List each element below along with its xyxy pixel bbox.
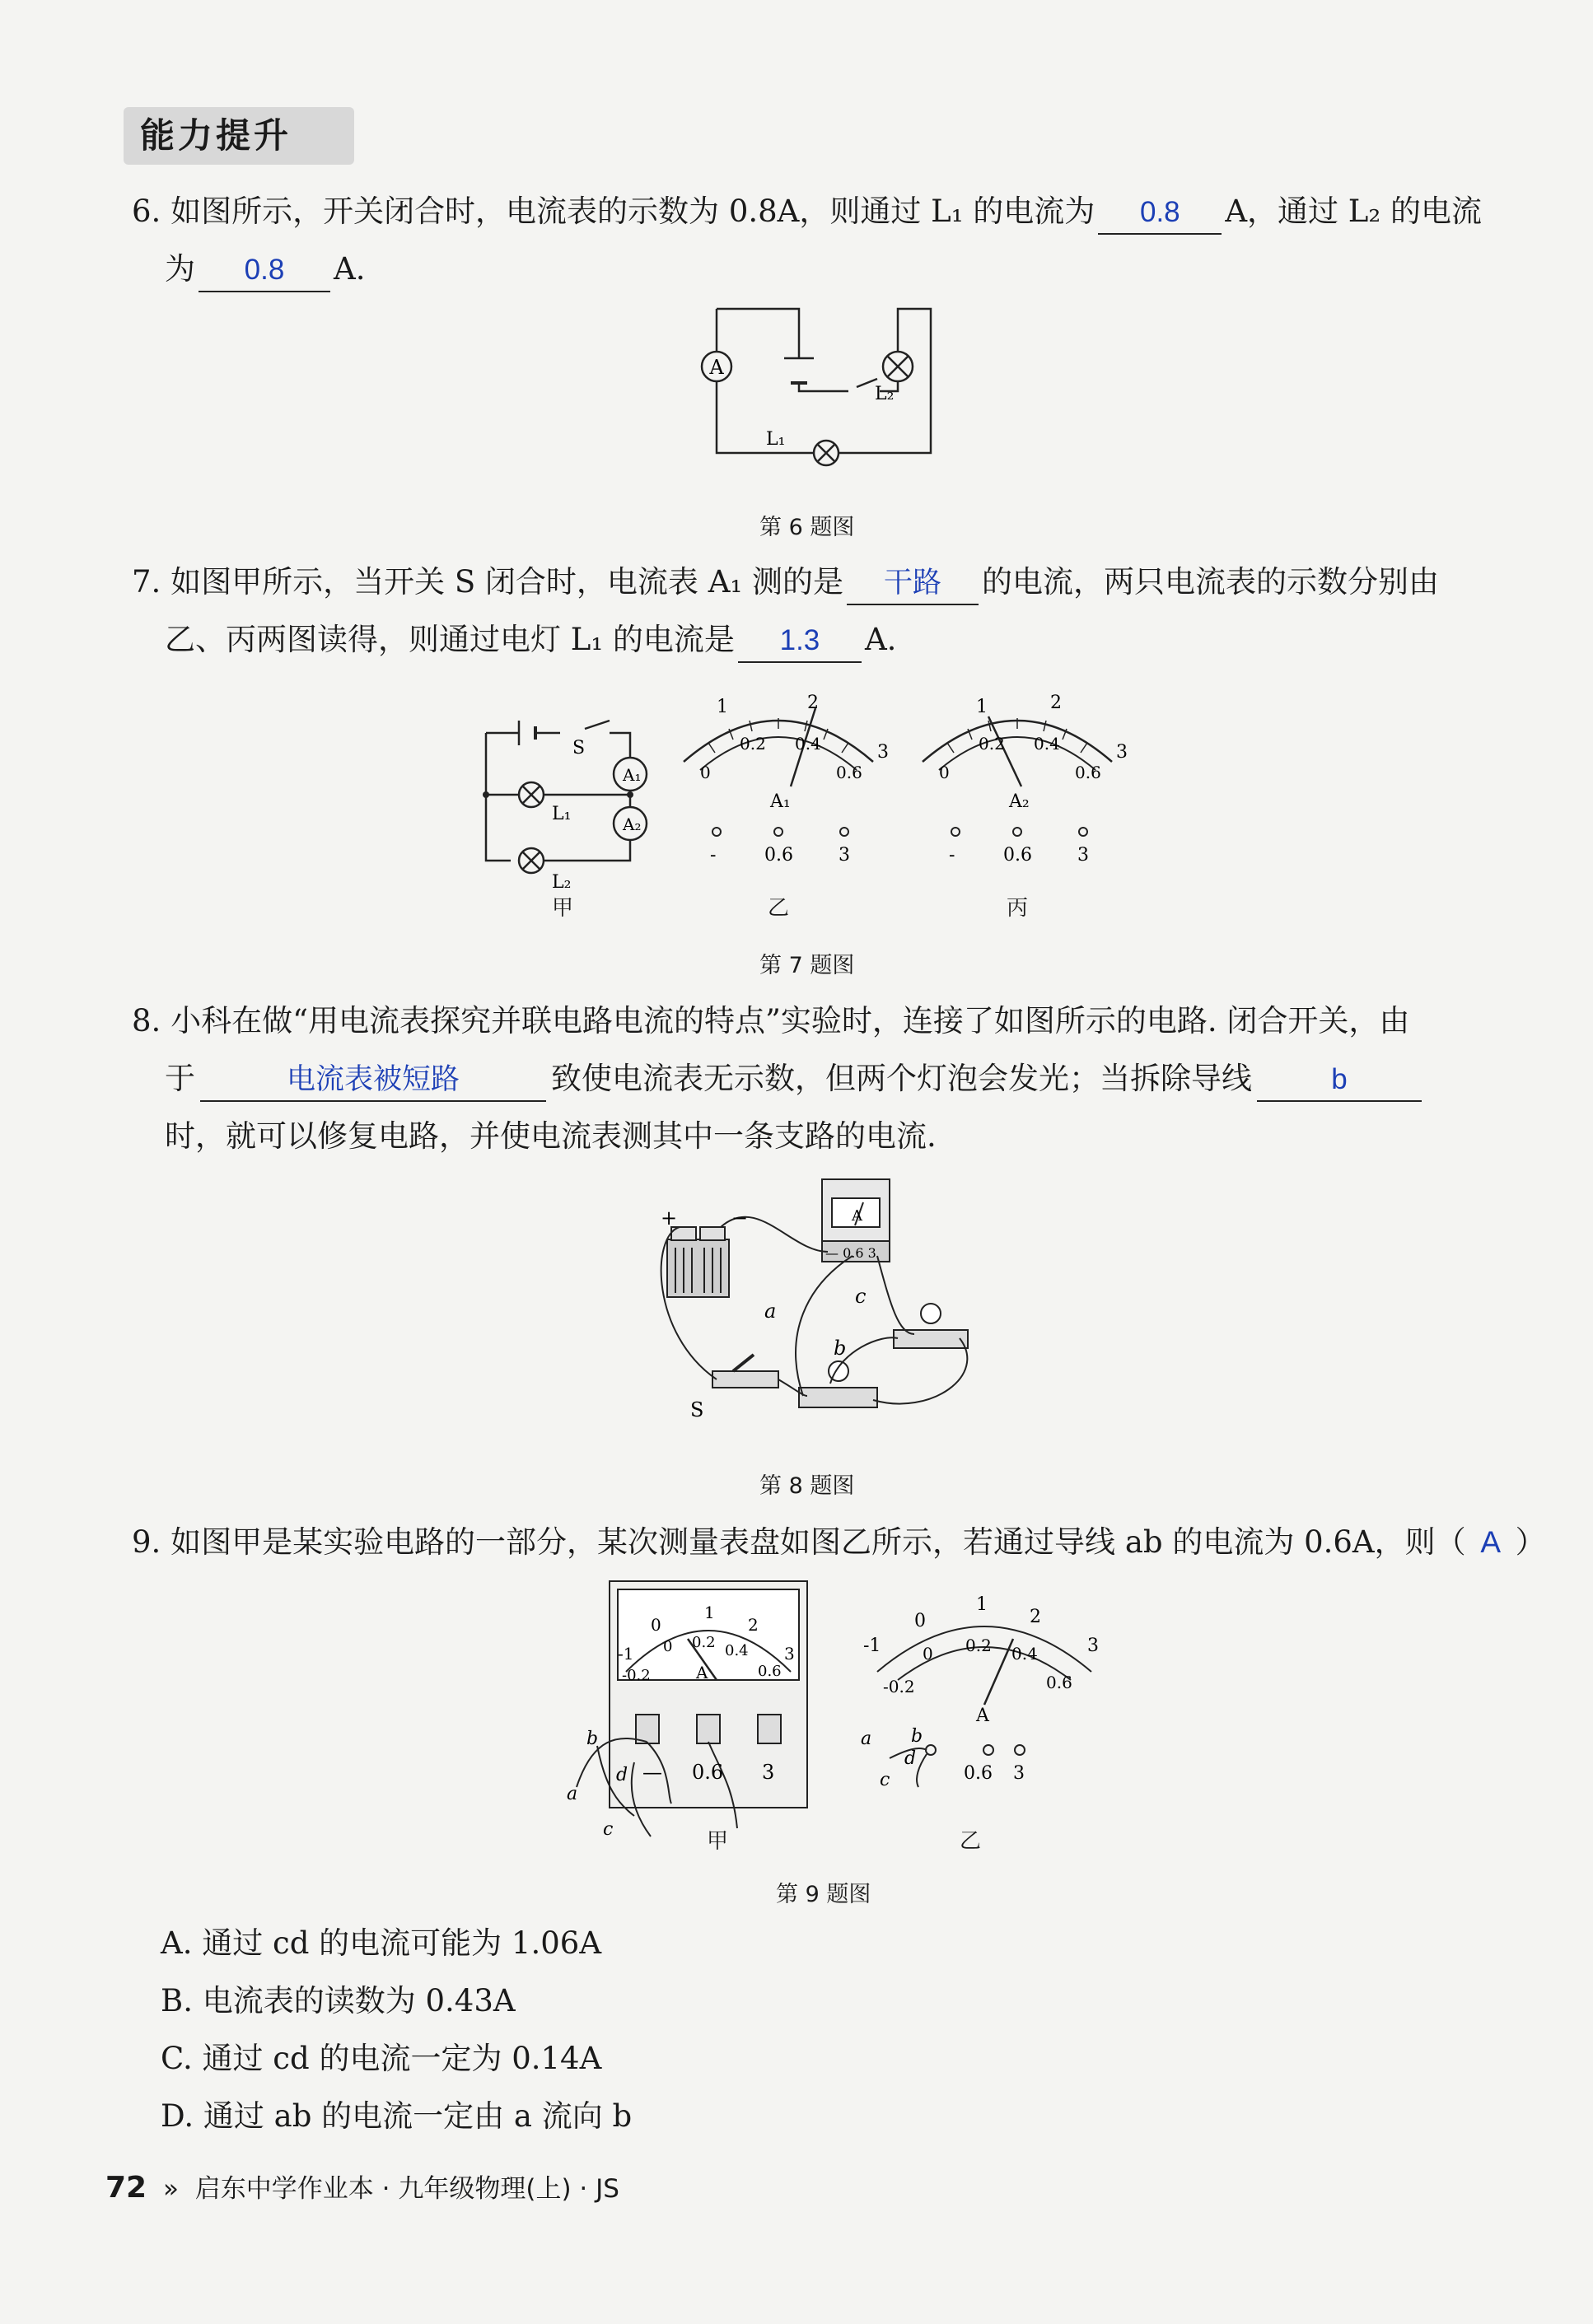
q7-a2-label: A₂ xyxy=(623,814,642,834)
q9-jia-meter-label: A xyxy=(696,1663,708,1682)
q8-wire-b: b xyxy=(834,1337,847,1360)
q9-jia-bot-06: 0.6 xyxy=(758,1663,782,1680)
q9-yi-wire-c: c xyxy=(880,1770,890,1790)
q6-l2-label: L₂ xyxy=(875,384,895,404)
q9-answer: A xyxy=(1480,1525,1501,1559)
page-footer xyxy=(105,2168,619,2205)
q7-yi-top-1: 1 xyxy=(717,697,728,717)
q7-bing-bot-02: 0.2 xyxy=(979,734,1005,754)
q7-bing-bot-04: 0.4 xyxy=(1034,734,1060,754)
q7-text1: 7. 如图甲所示，当开关 S 闭合时，电流表 A₁ 测的是 xyxy=(132,564,844,600)
q8-meter-label: A xyxy=(852,1207,862,1225)
q9-label-yi: 乙 xyxy=(960,1829,982,1854)
q7-text4: A. xyxy=(864,622,897,657)
q8-answer1: 电流表被短路 xyxy=(200,1059,546,1102)
q9-jia-wire-d: d xyxy=(616,1765,628,1785)
q9-jia-bot-04: 0.4 xyxy=(725,1642,749,1659)
q8-circuit-photo xyxy=(642,1169,988,1425)
q9-caption: 第 9 题图 xyxy=(776,1882,871,1907)
q7-yi-bot-04: 0.4 xyxy=(795,734,821,754)
q9-jia-bot-0: 0 xyxy=(663,1638,673,1655)
q7-text2: 的电流，两只电流表的示数分别由 xyxy=(982,564,1440,600)
q9-jia-bot-02: 0.2 xyxy=(692,1634,716,1651)
q9-yi-bot-02: 0.2 xyxy=(965,1636,992,1655)
q9-yi-bot-04: 0.4 xyxy=(1011,1644,1038,1664)
q7-l2-label: L₂ xyxy=(552,872,572,893)
q7-caption: 第 7 题图 xyxy=(759,953,855,978)
q9-jia-bot-n02: -0.2 xyxy=(622,1667,651,1684)
q7-meter-yi xyxy=(659,684,898,873)
q7-text3: 乙、丙两图读得，则通过电灯 L₁ 的电流是 xyxy=(165,622,735,657)
q9-yi-top-3: 3 xyxy=(1087,1636,1099,1656)
q9-text1: 9. 如图甲是某实验电路的一部分，某次测量表盘如图乙所示，若通过导线 ab 的电流为 0.6A，则（ xyxy=(132,1524,1466,1560)
q7-yi-term-3: 3 xyxy=(839,845,850,866)
q7-yi-term-minus: - xyxy=(710,845,717,866)
q7-bing-top-1: 1 xyxy=(976,697,988,717)
q9-jia-top-3: 3 xyxy=(784,1644,795,1664)
q7-label-yi: 乙 xyxy=(768,896,790,921)
q7-a1-label: A₁ xyxy=(623,765,642,785)
q9-label-jia: 甲 xyxy=(707,1829,729,1854)
q8-minus-label: − xyxy=(731,1206,749,1230)
q8-line2 xyxy=(165,1050,1422,1108)
q8-switch-label: S xyxy=(690,1398,704,1421)
q6-text2: A，通过 L₂ 的电流 xyxy=(1225,194,1482,229)
q8-meter-terms: — 0.6 3 xyxy=(825,1245,876,1261)
page-number: 72 xyxy=(105,2171,147,2205)
q7-bing-bot-06: 0.6 xyxy=(1075,763,1101,782)
q7-line2 xyxy=(165,611,896,669)
q6-l1-label: L₁ xyxy=(766,429,786,450)
q9-jia-top-2: 2 xyxy=(748,1615,759,1635)
q7-line1 xyxy=(132,553,1439,611)
q9-yi-meter-label: A xyxy=(976,1706,989,1726)
q6-text1: 6. 如图所示，开关闭合时，电流表的示数为 0.8A，则通过 L₁ 的电流为 xyxy=(132,194,1095,229)
q6-answer2: 0.8 xyxy=(199,250,330,292)
q9-jia-term-3: 3 xyxy=(762,1761,775,1784)
q8-line1: 8. 小科在做“用电流表探究并联电路电流的特点”实验时，连接了如图所示的电路. 闭合开关，由 xyxy=(132,1003,1410,1038)
q7-bing-term-06: 0.6 xyxy=(1003,845,1032,866)
q8-line3: 时，就可以修复电路，并使电流表测其中一条支路的电流. xyxy=(165,1118,937,1154)
q9-yi-top-1: 1 xyxy=(976,1594,988,1615)
q9-option-d: D. 通过 ab 的电流一定由 a 流向 b xyxy=(161,2098,633,2134)
q7-label-jia: 甲 xyxy=(552,896,574,921)
q9-option-a: A. 通过 cd 的电流可能为 1.06A xyxy=(161,1925,602,1961)
q7-bing-term-3: 3 xyxy=(1077,845,1089,866)
q7-yi-bot-06: 0.6 xyxy=(836,763,862,782)
q9-jia-term-minus: — xyxy=(642,1761,662,1784)
q7-bing-top-2: 2 xyxy=(1050,693,1062,713)
q7-bing-bot-0: 0 xyxy=(939,763,950,782)
q6-caption: 第 6 题图 xyxy=(759,515,855,540)
q9-text2: ） xyxy=(1515,1524,1546,1560)
q9-line1 xyxy=(132,1514,1546,1571)
q7-meter-bing xyxy=(898,684,1137,873)
q9-yi-term-3: 3 xyxy=(1013,1763,1025,1784)
q9-jia-term-06: 0.6 xyxy=(692,1761,724,1784)
q7-l1-label: L₁ xyxy=(552,804,572,824)
q8-text2: 致使电流表无示数，但两个灯泡会发光；当拆除导线 xyxy=(551,1061,1252,1096)
q7-yi-bot-0: 0 xyxy=(700,763,711,782)
q7-circuit-jia xyxy=(469,708,659,914)
q7-yi-top-2: 2 xyxy=(807,693,819,713)
footer-book-title: 启东中学作业本 · 九年级物理(上) · JS xyxy=(194,2174,619,2204)
q9-jia-wire-c: c xyxy=(603,1819,614,1840)
q6-ammeter-label: A xyxy=(709,356,724,379)
q7-answer2: 1.3 xyxy=(738,620,862,663)
q6-line2 xyxy=(165,240,365,298)
q9-yi-top-2: 2 xyxy=(1030,1607,1041,1627)
q9-yi-term-06: 0.6 xyxy=(964,1763,993,1784)
q7-answer1: 干路 xyxy=(847,562,979,605)
q7-bing-top-3: 3 xyxy=(1116,742,1128,763)
q9-jia-wire-b: b xyxy=(586,1729,599,1749)
q6-text3: 为 xyxy=(165,251,195,287)
q7-yi-top-3: 3 xyxy=(877,742,889,763)
q7-s-label: S xyxy=(572,738,586,758)
q9-yi-wire-a: a xyxy=(861,1729,872,1749)
q6-line1 xyxy=(132,183,1482,240)
q9-jia-wire-a: a xyxy=(567,1784,578,1804)
q9-meter-yi xyxy=(848,1581,1120,1828)
q7-yi-term-06: 0.6 xyxy=(764,845,793,866)
q7-bing-term-minus: - xyxy=(949,845,955,866)
q8-wire-c: c xyxy=(855,1285,867,1308)
q9-option-b: B. 电流表的读数为 0.43A xyxy=(161,1983,516,2018)
q8-text1: 于 xyxy=(165,1061,195,1096)
q9-yi-bot-n02: -0.2 xyxy=(883,1677,915,1696)
q9-jia-top-1: 1 xyxy=(704,1603,715,1622)
q7-label-bing: 丙 xyxy=(1007,896,1029,921)
q9-yi-wire-b: b xyxy=(911,1726,923,1747)
q8-wire-a: a xyxy=(764,1300,777,1323)
q9-jia-top-n1: -1 xyxy=(618,1644,634,1664)
footer-arrow-icon: » xyxy=(162,2174,179,2204)
q8-plus-label: + xyxy=(661,1206,678,1230)
q9-option-c: C. 通过 cd 的电流一定为 0.14A xyxy=(161,2041,602,2076)
q6-circuit-diagram xyxy=(692,296,939,494)
q6-answer1: 0.8 xyxy=(1098,192,1222,235)
q8-caption: 第 8 题图 xyxy=(759,1473,855,1499)
section-title: 能力提升 xyxy=(140,115,292,156)
q9-yi-top-0: 0 xyxy=(914,1611,926,1631)
q7-yi-bot-02: 0.2 xyxy=(740,734,766,754)
q7-bing-meter-label: A₂ xyxy=(1009,791,1030,812)
q6-text4: A. xyxy=(334,251,366,287)
q9-yi-wire-d: d xyxy=(904,1748,917,1769)
q9-yi-bot-06: 0.6 xyxy=(1046,1673,1072,1692)
q8-answer2: b xyxy=(1257,1059,1422,1102)
q9-yi-bot-0: 0 xyxy=(923,1644,933,1664)
q9-meter-jia xyxy=(527,1573,815,1853)
q9-yi-top-n1: -1 xyxy=(863,1636,881,1656)
q7-yi-meter-label: A₁ xyxy=(770,791,791,812)
q9-jia-top-0: 0 xyxy=(651,1615,661,1635)
